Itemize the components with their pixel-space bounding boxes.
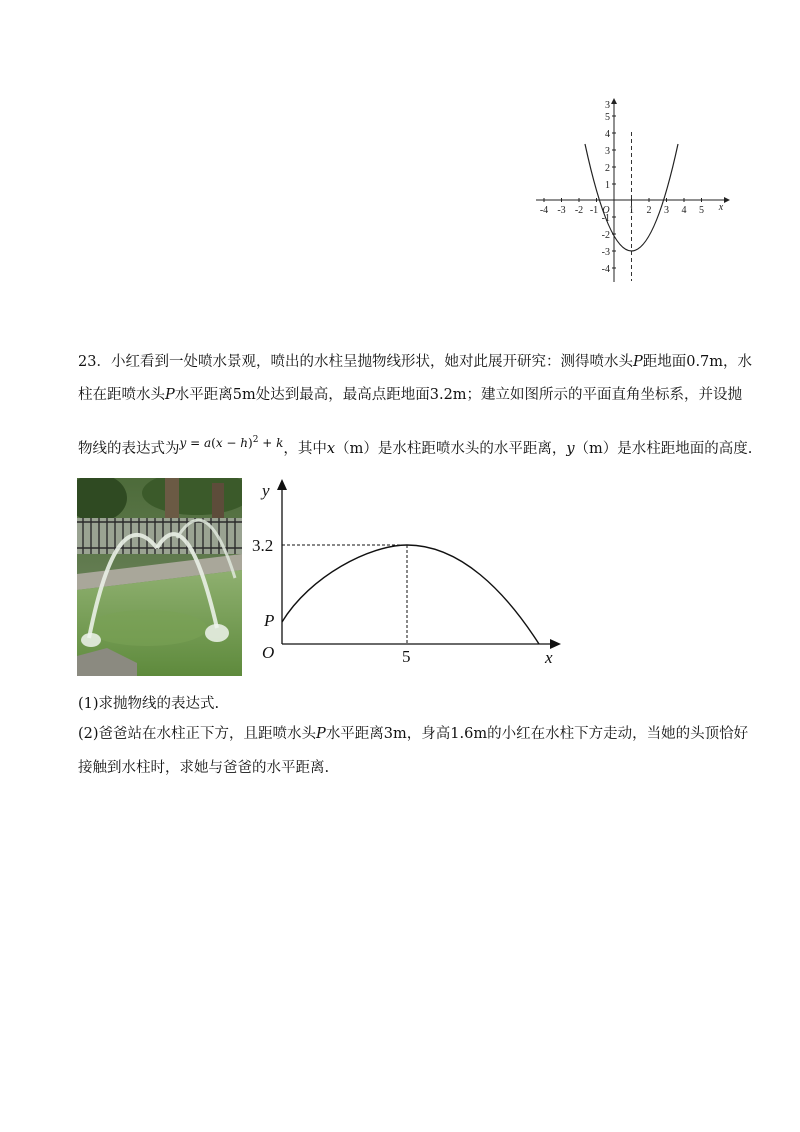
top-y-tick: 4 xyxy=(605,129,610,140)
top-x-tick: 2 xyxy=(646,205,652,216)
fountain-parabola-curve xyxy=(282,545,539,644)
fountain-y-label: y xyxy=(262,481,270,500)
fountain-graph xyxy=(250,476,570,672)
top-x-tick: -3 xyxy=(557,205,566,216)
top-y-tick: 1 xyxy=(605,180,610,191)
fountain-photo xyxy=(77,478,242,676)
top-x-tick: -1 xyxy=(589,205,599,216)
top-y-tick: 3 xyxy=(605,146,610,157)
fountain-origin-label: O xyxy=(262,643,275,662)
top-y-tick: -2 xyxy=(601,230,610,241)
top-x-tick: 5 xyxy=(699,205,704,216)
top-origin-label: O xyxy=(602,205,610,216)
top-tick-marks xyxy=(544,116,702,268)
question-1: (1)求抛物线的表达式. xyxy=(78,696,220,712)
top-x-tick: -2 xyxy=(574,205,584,216)
top-x-tick: 3 xyxy=(664,205,669,216)
top-y-tick: -3 xyxy=(601,247,610,258)
top-x-arrow xyxy=(724,197,730,203)
peak-height-label: 3.2 xyxy=(252,536,274,555)
top-y-arrow-label: 3 xyxy=(605,100,610,111)
top-x-tick: 4 xyxy=(681,205,687,216)
parabola-formula: y = a(x − h)2 + k xyxy=(179,435,284,450)
top-y-tick: 5 xyxy=(605,112,610,123)
question-2-line-2: 接触到水柱时，求她与爸爸的水平距离. xyxy=(78,760,330,776)
top-y-arrow xyxy=(611,98,617,104)
point-p-label: P xyxy=(264,611,275,630)
top-y-tick: -1 xyxy=(601,213,610,224)
fountain-x-label: x xyxy=(545,648,553,667)
top-y-tick: 2 xyxy=(605,163,610,174)
problem-line-2: 柱在距喷水头P水平距离5m处达到最高，最高点距地面3.2m；建立如图所示的平面直角坐标系，并设抛 xyxy=(78,387,743,403)
problem-number: 23． xyxy=(78,354,111,370)
problem-line-1: 23．小红看到一处喷水景观，喷出的水柱呈抛物线形状，她对此展开研究：测得喷水头P距地面0.7m，水 xyxy=(78,354,753,370)
top-x-tick: -4 xyxy=(539,205,549,216)
peak-distance-label: 5 xyxy=(402,647,411,666)
problem-line-3: 物线的表达式为$^{y = a(x - h)^2 + k}$，其中x（m）是水柱距喷水头的水平距离，y（m）是水柱距地面的高度. xyxy=(78,435,753,457)
top-x-tick: 1 xyxy=(629,205,634,216)
top-y-tick: -4 xyxy=(601,264,610,275)
top-parabola-graph xyxy=(528,96,734,288)
fountain-y-arrow xyxy=(277,479,287,490)
top-x-axis-label: x xyxy=(718,202,724,213)
question-2-line-1: (2)爸爸站在水柱正下方，且距喷水头P水平距离3m，身高1.6m的小红在水柱下方走动，当她的头顶恰好 xyxy=(78,726,749,742)
